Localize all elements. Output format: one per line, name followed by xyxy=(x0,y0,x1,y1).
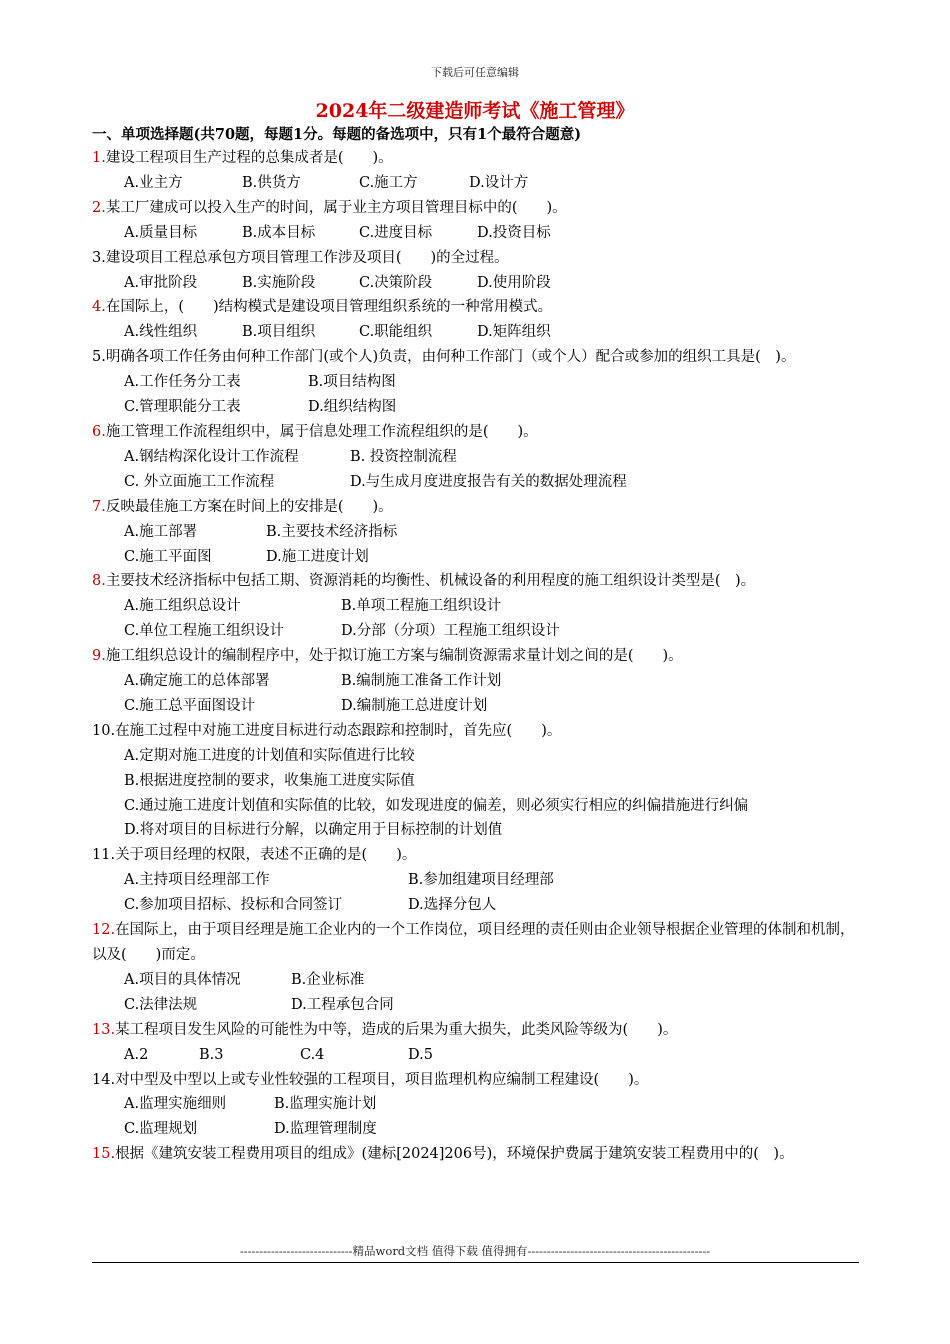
question-item xyxy=(92,843,862,918)
option-b: B.3 xyxy=(199,1046,224,1063)
question-text: 建设工程项目生产过程的总集成者是( )。 xyxy=(105,150,393,166)
question-item xyxy=(92,246,862,296)
question-item xyxy=(92,420,862,495)
option-a: A.业主方 xyxy=(124,174,183,191)
footer-divider xyxy=(92,1262,859,1263)
option-d: D.将对项目的目标进行分解，以确定用于目标控制的计划值 xyxy=(124,822,503,839)
option-b: B.供货方 xyxy=(242,174,301,191)
option-d: D.监理管理制度 xyxy=(274,1121,377,1138)
option-c: C.参加项目招标、投标和合同签订 xyxy=(124,897,343,914)
option-row xyxy=(92,1043,862,1068)
section-heading: 一、单项选择题(共70题，每题1分。每题的备选项中，只有1个最符合题意) xyxy=(92,126,582,143)
option-b: B.单项工程施工组织设计 xyxy=(341,598,502,615)
option-d: D.分部（分项）工程施工组织设计 xyxy=(341,623,560,640)
option-row xyxy=(92,320,862,345)
option-row xyxy=(92,993,862,1018)
question-number: 14. xyxy=(92,1071,116,1088)
question-number: 1. xyxy=(92,150,106,166)
option-row xyxy=(92,470,862,495)
option-a: A.质量目标 xyxy=(124,224,198,241)
option-row xyxy=(92,769,862,794)
option-c: C.决策阶段 xyxy=(359,274,433,291)
option-a: A.线性组织 xyxy=(124,324,198,341)
question-item xyxy=(92,569,862,644)
page-title: 2024年二级建造师考试《施工管理》 xyxy=(315,100,635,122)
option-c: C.进度目标 xyxy=(359,224,433,241)
option-row xyxy=(92,594,862,619)
question-number: 7. xyxy=(92,498,106,515)
page-footer: -----------------------------精品word文档 值得下载 值得拥有----------------------------------------------- xyxy=(239,1244,711,1258)
option-a: A.定期对施工进度的计划值和实际值进行比较 xyxy=(124,747,415,764)
option-row xyxy=(92,893,862,918)
option-b: B.主要技术经济指标 xyxy=(266,523,398,540)
option-a: A.施工组织总设计 xyxy=(124,598,241,615)
question-item xyxy=(92,146,862,196)
option-a: A.项目的具体情况 xyxy=(124,971,241,988)
option-c: C.4 xyxy=(300,1046,325,1063)
question-number: 8. xyxy=(92,573,106,590)
option-d: D.选择分包人 xyxy=(408,897,497,914)
question-number: 13. xyxy=(92,1021,116,1038)
option-a: A.施工部署 xyxy=(124,523,198,540)
option-b: B.根据进度控制的要求，收集施工进度实际值 xyxy=(124,772,415,789)
option-row xyxy=(92,395,862,420)
option-c: C.通过施工进度计划值和实际值的比较，如发现进度的偏差，则必须实行相应的纠偏措施进行纠偏 xyxy=(124,797,749,814)
option-d: D.组织结构图 xyxy=(308,399,397,416)
question-item xyxy=(92,345,862,420)
option-a: A.确定施工的总体部署 xyxy=(124,673,270,690)
option-a: A.监理实施细则 xyxy=(124,1096,227,1113)
option-c: C.监理规划 xyxy=(124,1121,198,1138)
option-d: D.施工进度计划 xyxy=(266,548,369,565)
question-text: 在施工过程中对施工进度目标进行动态跟踪和控制时，首先应( )。 xyxy=(115,722,562,739)
option-d: D.投资目标 xyxy=(477,224,551,241)
question-item xyxy=(92,918,862,1018)
question-item xyxy=(92,1068,862,1143)
question-text: 对中型及中型以上或专业性较强的工程项目，项目监理机构应编制工程建设( )。 xyxy=(115,1071,649,1088)
option-b: B. 投资控制流程 xyxy=(350,448,457,465)
option-row xyxy=(92,744,862,769)
option-row xyxy=(92,694,862,719)
question-item xyxy=(92,196,862,246)
question-text: 某工程项目发生风险的可能性为中等，造成的后果为重大损失，此类风险等级为( )。 xyxy=(115,1021,678,1038)
question-number: 15. xyxy=(92,1146,116,1163)
option-d: D.设计方 xyxy=(469,174,529,191)
option-row xyxy=(92,1117,862,1142)
option-c: C.单位工程施工组织设计 xyxy=(124,623,285,640)
option-row xyxy=(92,868,862,893)
option-d: D.5 xyxy=(408,1046,433,1063)
option-b: B.项目组织 xyxy=(242,324,316,341)
option-a: A.审批阶段 xyxy=(124,274,198,291)
question-text: 根据《建筑安装工程费用项目的组成》(建标[2024]206号)，环境保护费属于建筑安装工程费用中的( )。 xyxy=(115,1146,794,1163)
option-c: C.管理职能分工表 xyxy=(124,399,241,416)
option-a: A.主持项目经理部工作 xyxy=(124,872,270,889)
question-text: 施工管理工作流程组织中，属于信息处理工作流程组织的是( )。 xyxy=(105,423,538,440)
question-number: 6. xyxy=(92,423,106,440)
option-row xyxy=(92,171,862,196)
option-c: C.法律法规 xyxy=(124,996,198,1013)
question-text: 主要技术经济指标中包括工期、资源消耗的均衡性、机械设备的利用程度的施工组织设计类型是( )。 xyxy=(105,573,756,590)
option-b: B.编制施工准备工作计划 xyxy=(341,673,502,690)
question-number: 10. xyxy=(92,722,116,739)
question-text: 明确各项工作任务由何种工作部门(或个人)负责，由何种工作部门（或个人）配合或参加的组织工具是( )。 xyxy=(105,349,796,366)
question-text: 在国际上，( )结构模式是建设项目管理组织系统的一种常用模式。 xyxy=(105,299,553,316)
option-b: B.项目结构图 xyxy=(308,374,396,391)
option-d: D.编制施工总进度计划 xyxy=(341,697,488,714)
question-item xyxy=(92,719,862,844)
option-row xyxy=(92,669,862,694)
question-list xyxy=(92,146,862,1167)
question-item xyxy=(92,295,862,345)
option-c: C.职能组织 xyxy=(359,324,433,341)
question-number: 4. xyxy=(92,299,106,316)
option-row xyxy=(92,1092,862,1117)
option-a: A.工作任务分工表 xyxy=(124,374,241,391)
option-b: B.实施阶段 xyxy=(242,274,316,291)
option-row xyxy=(92,445,862,470)
option-a: A.钢结构深化设计工作流程 xyxy=(124,448,299,465)
question-number: 11. xyxy=(92,847,116,864)
question-text: 某工厂建成可以投入生产的时间，属于业主方项目管理目标中的( )。 xyxy=(105,199,567,216)
option-d: D.与生成月度进度报告有关的数据处理流程 xyxy=(350,473,627,490)
option-row xyxy=(92,794,862,819)
question-text: 施工组织总设计的编制程序中，处于拟订施工方案与编制资源需求量计划之间的是( )。 xyxy=(105,648,683,665)
option-c: C.施工总平面图设计 xyxy=(124,697,256,714)
page-header: 下载后可任意编辑 xyxy=(431,66,519,79)
question-text: 建设项目工程总承包方项目管理工作涉及项目( )的全过程。 xyxy=(105,249,509,266)
option-b: B.参加组建项目经理部 xyxy=(408,872,554,889)
option-d: D.矩阵组织 xyxy=(477,324,551,341)
option-row xyxy=(92,619,862,644)
question-number: 2. xyxy=(92,199,106,216)
question-text: 关于项目经理的权限，表述不正确的是( )。 xyxy=(115,847,417,864)
option-row xyxy=(92,520,862,545)
option-d: D.使用阶段 xyxy=(477,274,551,291)
option-c: C.施工平面图 xyxy=(124,548,212,565)
question-text: 在国际上，由于项目经理是施工企业内的一个工作岗位，项目经理的责任则由企业领导根据企业管理的体制和机制，以及( )而定。 xyxy=(92,922,855,963)
option-row xyxy=(92,221,862,246)
question-item xyxy=(92,1018,862,1068)
question-text: 反映最佳施工方案在时间上的安排是( )。 xyxy=(105,498,393,515)
option-c: C. 外立面施工工作流程 xyxy=(124,473,275,490)
question-number: 12. xyxy=(92,922,116,939)
option-d: D.工程承包合同 xyxy=(291,996,394,1013)
option-a: A.2 xyxy=(124,1046,149,1063)
option-row xyxy=(92,968,862,993)
option-c: C.施工方 xyxy=(359,174,418,191)
option-b: B.企业标准 xyxy=(291,971,365,988)
option-row xyxy=(92,370,862,395)
question-item xyxy=(92,1142,862,1167)
question-number: 5. xyxy=(92,349,106,366)
option-row xyxy=(92,818,862,843)
option-b: B.成本目标 xyxy=(242,224,316,241)
question-item xyxy=(92,495,862,570)
question-number: 3. xyxy=(92,249,106,266)
question-number: 9. xyxy=(92,648,106,665)
option-row xyxy=(92,545,862,570)
question-item xyxy=(92,644,862,719)
option-b: B.监理实施计划 xyxy=(274,1096,377,1113)
option-row xyxy=(92,271,862,296)
